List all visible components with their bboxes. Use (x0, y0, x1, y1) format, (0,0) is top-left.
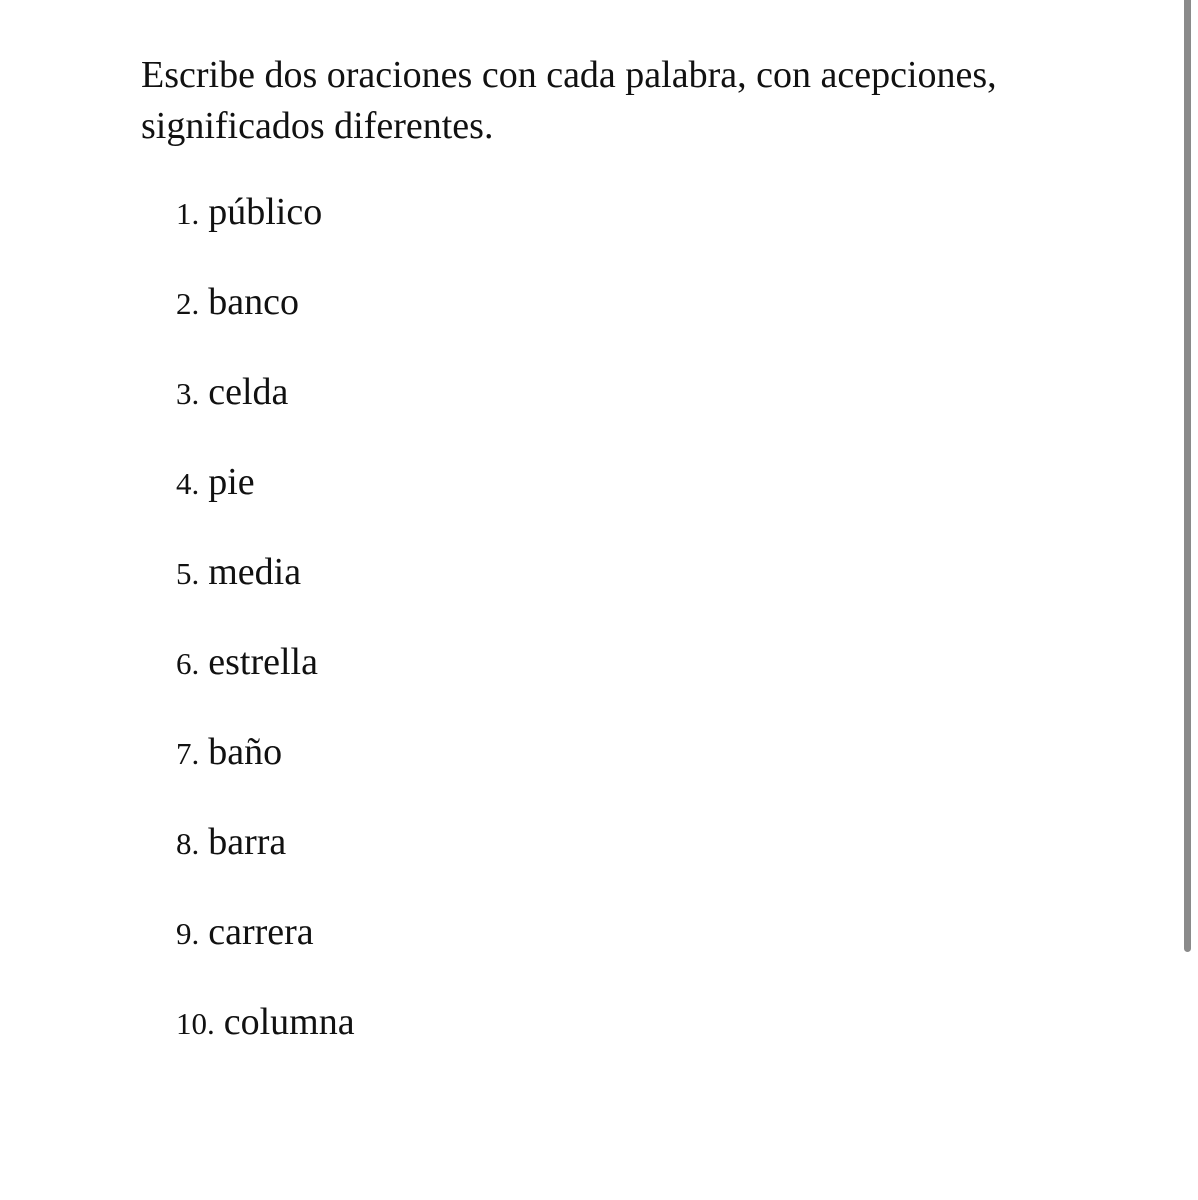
instructions-text: Escribe dos oraciones con cada palabra, con acepciones, significados diferentes. (141, 54, 997, 147)
item-number: 2. (176, 286, 200, 321)
item-word: carrera (208, 911, 314, 953)
item-word: celda (208, 371, 289, 413)
item-number: 7. (176, 736, 200, 771)
list-item (176, 187, 355, 277)
word-list (176, 187, 355, 1087)
item-number: 8. (176, 826, 200, 861)
item-number: 9. (176, 916, 200, 951)
item-word: estrella (208, 641, 318, 683)
vertical-scrollbar[interactable] (1180, 0, 1198, 1200)
list-item (176, 367, 355, 457)
item-word: público (208, 191, 323, 233)
list-item (176, 997, 355, 1087)
scrollbar-thumb[interactable] (1184, 0, 1191, 952)
item-word: baño (208, 731, 283, 773)
list-item (176, 547, 355, 637)
item-word: media (208, 551, 302, 593)
item-number: 10. (176, 1006, 215, 1041)
item-word: pie (208, 461, 255, 503)
item-number: 6. (176, 646, 200, 681)
list-item (176, 457, 355, 547)
item-number: 4. (176, 466, 200, 501)
item-number: 3. (176, 376, 200, 411)
list-item (176, 277, 355, 367)
item-number: 5. (176, 556, 200, 591)
item-word: banco (208, 281, 299, 323)
item-word: barra (208, 821, 287, 863)
item-word: columna (223, 1001, 355, 1043)
list-item (176, 727, 355, 817)
list-item (176, 817, 355, 907)
list-item (176, 637, 355, 727)
item-number: 1. (176, 196, 200, 231)
list-item (176, 907, 355, 997)
